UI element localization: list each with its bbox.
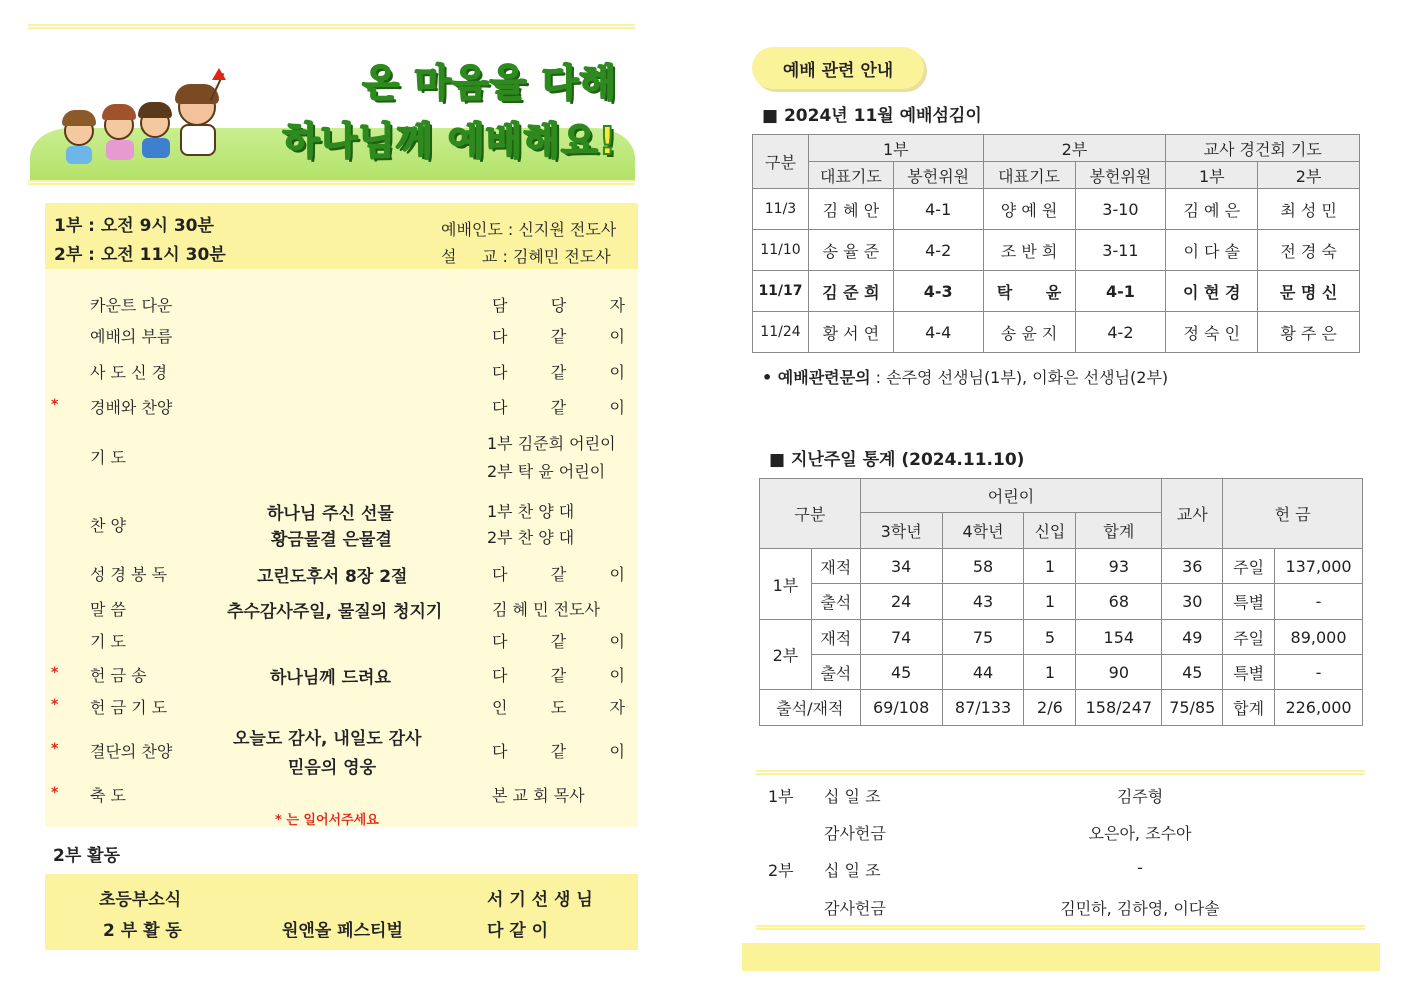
- order-resp-2: 2부 탁 윤 어린이: [487, 462, 606, 481]
- table-row: [753, 312, 1360, 353]
- duty-cell: 3-11: [1075, 230, 1166, 271]
- table-row-total: [760, 690, 1363, 726]
- stats-cell: 93: [1076, 549, 1162, 584]
- order-resp: 다 같 이: [492, 398, 625, 417]
- duty-subhead: 대표기도: [808, 162, 893, 189]
- order-name: 예배의 부름: [90, 327, 173, 346]
- stats-table: [759, 478, 1363, 726]
- order-content-2: 믿음의 영웅: [288, 758, 377, 778]
- duty-group-2: 2부: [983, 135, 1166, 162]
- order-name: 기 도: [90, 632, 126, 651]
- table-row: [753, 189, 1360, 230]
- banner-divider: [28, 180, 635, 185]
- order-content: 추수감사주일, 물질의 청지기: [227, 602, 443, 622]
- stats-kind: 재적: [811, 549, 860, 584]
- table-row: [760, 620, 1363, 655]
- activity-content: 원앤올 페스티벌: [282, 921, 403, 941]
- stats-total-label: 출석/재적: [760, 690, 861, 726]
- duty-cell: 김 예 은: [1166, 189, 1258, 230]
- stats-off-label: 특별: [1223, 655, 1275, 690]
- table-row-highlight: [753, 271, 1360, 312]
- order-resp: 김 혜 민 전도사: [492, 600, 600, 619]
- stats-off-value: 226,000: [1275, 690, 1363, 726]
- stats-cell: 75: [942, 620, 1024, 655]
- stand-marker: *: [51, 785, 59, 801]
- stats-cell: 69/108: [860, 690, 942, 726]
- order-content-1: 오늘도 감사, 내일도 감사: [233, 729, 422, 749]
- duty-cell: 송 윤 지: [983, 312, 1075, 353]
- stats-cell: 74: [860, 620, 942, 655]
- activity-resp: 서 기 선 생 님: [487, 890, 593, 910]
- stats-kind: 출석: [811, 655, 860, 690]
- duty-cell: 황 서 연: [808, 312, 893, 353]
- order-resp: 다 같 이: [492, 565, 625, 584]
- stats-part: 2부: [760, 620, 812, 690]
- stats-cell: 1: [1024, 655, 1076, 690]
- duty-cell: 4-1: [1075, 271, 1166, 312]
- order-resp: 다 같 이: [492, 742, 625, 761]
- duty-cell: 김 준 희: [808, 271, 893, 312]
- offering-type: 감사헌금: [824, 899, 886, 918]
- duty-heading: ■ 2024년 11월 예배섬김이: [762, 106, 982, 126]
- order-name: 말 씀: [90, 600, 126, 619]
- stats-cell: 49: [1162, 620, 1223, 655]
- offering-names: 오은아, 조수아: [1088, 824, 1192, 843]
- duty-cell: 김 혜 안: [808, 189, 893, 230]
- stats-cell: 58: [942, 549, 1024, 584]
- order-name: 사 도 신 경: [90, 363, 168, 382]
- duty-cell: 이 다 솔: [1166, 230, 1258, 271]
- stats-cell: 5: [1024, 620, 1076, 655]
- duty-cell: 4-2: [1075, 312, 1166, 353]
- stats-offering-head: 헌 금: [1223, 479, 1363, 549]
- duty-date: 11/24: [753, 312, 809, 353]
- stats-cell: 87/133: [942, 690, 1024, 726]
- stats-cell: 45: [1162, 655, 1223, 690]
- stats-cell: 44: [942, 655, 1024, 690]
- duty-cell: 송 율 준: [808, 230, 893, 271]
- order-resp: 다 같 이: [492, 666, 625, 685]
- stats-cell: 2/6: [1024, 690, 1076, 726]
- stand-marker: *: [51, 741, 59, 757]
- stats-cell: 43: [942, 584, 1024, 620]
- table-row: [760, 549, 1363, 584]
- stats-cell: 45: [860, 655, 942, 690]
- service1-time: 1부 : 오전 9시 30분: [54, 216, 214, 236]
- stand-marker: *: [51, 397, 59, 413]
- duty-subhead: 대표기도: [983, 162, 1075, 189]
- offering-type: 십 일 조: [824, 787, 881, 806]
- stats-part: 1부: [760, 549, 812, 620]
- stats-off-value: 89,000: [1275, 620, 1363, 655]
- table-row: [753, 230, 1360, 271]
- order-name: 헌 금 기 도: [90, 698, 168, 717]
- duty-subhead: 봉헌위원: [893, 162, 983, 189]
- stats-subhead: 신입: [1024, 513, 1076, 549]
- activity-name: 초등부소식: [99, 890, 182, 910]
- stats-off-value: -: [1275, 655, 1363, 690]
- stats-subhead: 합계: [1076, 513, 1162, 549]
- order-content-2: 황금물결 은물결: [271, 530, 392, 550]
- stats-cell: 34: [860, 549, 942, 584]
- order-resp-1: 1부 김준희 어린이: [487, 434, 616, 453]
- stats-off-value: -: [1275, 584, 1363, 620]
- stats-teacher-head: 교사: [1162, 479, 1223, 549]
- stats-kind: 재적: [811, 620, 860, 655]
- stats-cell: 36: [1162, 549, 1223, 584]
- offering-type: 십 일 조: [824, 861, 881, 880]
- stand-note: * 는 일어서주세요: [275, 813, 379, 828]
- duty-cell: 3-10: [1075, 189, 1166, 230]
- duty-cell: 탁 윤: [983, 271, 1075, 312]
- banner-title-line2: 하나님께 예배해요!: [282, 119, 617, 163]
- preacher-label: 설 교: [441, 247, 498, 266]
- stats-cell: 1: [1024, 549, 1076, 584]
- offering-divider-bottom: [756, 925, 1365, 930]
- order-name: 경배와 찬양: [90, 398, 173, 417]
- offering-names: 김민하, 김하영, 이다솔: [1060, 899, 1220, 918]
- offering-part: 2부: [768, 861, 794, 880]
- order-name: 찬 양: [90, 516, 126, 535]
- order-name: 기 도: [90, 448, 126, 467]
- stats-cell: 68: [1076, 584, 1162, 620]
- order-resp: 담 당 자: [492, 296, 625, 315]
- stats-children-head: 어린이: [860, 479, 1162, 513]
- top-divider: [28, 24, 635, 29]
- duty-cell: 조 반 희: [983, 230, 1075, 271]
- contact-text: : 손주영 선생님(1부), 이화은 선생님(2부): [875, 368, 1169, 387]
- stats-cell: 154: [1076, 620, 1162, 655]
- order-name: 헌 금 송: [90, 666, 147, 685]
- stats-off-value: 137,000: [1275, 549, 1363, 584]
- bottom-bar: [742, 943, 1380, 971]
- offering-divider-top: [756, 770, 1365, 775]
- banner-title-line1: 온 마음을 다해: [362, 61, 617, 105]
- banner: [30, 38, 635, 180]
- duty-col-group: 구분: [753, 135, 809, 189]
- activity-resp: 다 같 이: [487, 921, 549, 941]
- offering-names: -: [1137, 858, 1143, 877]
- stats-cell: 75/85: [1162, 690, 1223, 726]
- order-name: 성 경 봉 독: [90, 565, 168, 584]
- duty-cell: 최 성 민: [1258, 189, 1360, 230]
- duty-cell: 4-3: [893, 271, 983, 312]
- order-content: 고린도후서 8장 2절: [257, 567, 408, 587]
- offering-type: 감사헌금: [824, 824, 886, 843]
- leader-name: 신지원 전도사: [518, 220, 617, 239]
- stats-heading: ■ 지난주일 통계 (2024.11.10): [769, 450, 1025, 470]
- duty-cell: 문 명 신: [1258, 271, 1360, 312]
- table-row: [760, 584, 1363, 620]
- offering-names: 김주형: [1116, 787, 1164, 806]
- order-resp: 다 같 이: [492, 632, 625, 651]
- duty-cell: 이 현 경: [1166, 271, 1258, 312]
- stand-marker: *: [51, 697, 59, 713]
- order-resp-1: 1부 찬 양 대: [487, 502, 575, 521]
- stand-marker: *: [51, 665, 59, 681]
- order-name: 축 도: [90, 786, 126, 805]
- order-resp-2: 2부 찬 양 대: [487, 528, 575, 547]
- stats-cell: 90: [1076, 655, 1162, 690]
- leader-label: 예배인도: [441, 220, 503, 239]
- duty-cell: 전 경 숙: [1258, 230, 1360, 271]
- duty-cell: 정 숙 인: [1166, 312, 1258, 353]
- preacher-name: 김혜민 전도사: [512, 247, 611, 266]
- duty-subhead: 2부: [1258, 162, 1360, 189]
- duty-cell: 4-4: [893, 312, 983, 353]
- stats-cell: 1: [1024, 584, 1076, 620]
- worship-order: [45, 269, 638, 827]
- order-content-1: 하나님 주신 선물: [267, 504, 394, 524]
- service-times: 1부 : 오전 9시 30분 2부 : 오전 11시 30분 예배인도 : 신지원 전도사 설 교 : 김혜민 전도사: [45, 203, 638, 269]
- order-resp: 다 같 이: [492, 363, 625, 382]
- duty-group-1: 1부: [808, 135, 983, 162]
- order-name: 결단의 찬양: [90, 742, 173, 761]
- stats-cell: 30: [1162, 584, 1223, 620]
- stats-cell: 24: [860, 584, 942, 620]
- duty-cell: 4-1: [893, 189, 983, 230]
- order-content: 하나님께 드려요: [270, 668, 391, 688]
- activity-name: 2 부 활 동: [103, 921, 182, 941]
- stats-off-label: 합계: [1223, 690, 1275, 726]
- service2-time: 2부 : 오전 11시 30분: [54, 245, 226, 265]
- duty-date: 11/17: [753, 271, 809, 312]
- order-resp: 다 같 이: [492, 327, 625, 346]
- worship-info-pill: 예배 관련 안내: [752, 47, 924, 89]
- duty-cell: 4-2: [893, 230, 983, 271]
- duty-table: [752, 134, 1360, 353]
- duty-group-3: 교사 경건회 기도: [1166, 135, 1360, 162]
- table-row: [760, 655, 1363, 690]
- stats-kind: 출석: [811, 584, 860, 620]
- stats-subhead: 4학년: [942, 513, 1024, 549]
- activity-table: [45, 874, 638, 950]
- contact-label: 예배관련문의: [777, 368, 871, 387]
- activity-title: 2부 활동: [53, 846, 121, 866]
- order-resp: 인 도 자: [492, 698, 625, 717]
- stats-off-label: 특별: [1223, 584, 1275, 620]
- stats-cell: 158/247: [1076, 690, 1162, 726]
- duty-subhead: 봉헌위원: [1075, 162, 1166, 189]
- duty-cell: 양 예 원: [983, 189, 1075, 230]
- duty-cell: 황 주 은: [1258, 312, 1360, 353]
- order-resp: 본 교 회 목사: [492, 786, 585, 805]
- duty-date: 11/3: [753, 189, 809, 230]
- offering-part: 1부: [768, 787, 794, 806]
- duty-subhead: 1부: [1166, 162, 1258, 189]
- stats-off-label: 주일: [1223, 549, 1275, 584]
- order-name: 카운트 다운: [90, 296, 173, 315]
- duty-date: 11/10: [753, 230, 809, 271]
- contact-line: • 예배관련문의 : 손주영 선생님(1부), 이화은 선생님(2부): [762, 368, 1169, 387]
- stats-subhead: 3학년: [860, 513, 942, 549]
- stats-off-label: 주일: [1223, 620, 1275, 655]
- stats-col-group: 구분: [760, 479, 861, 549]
